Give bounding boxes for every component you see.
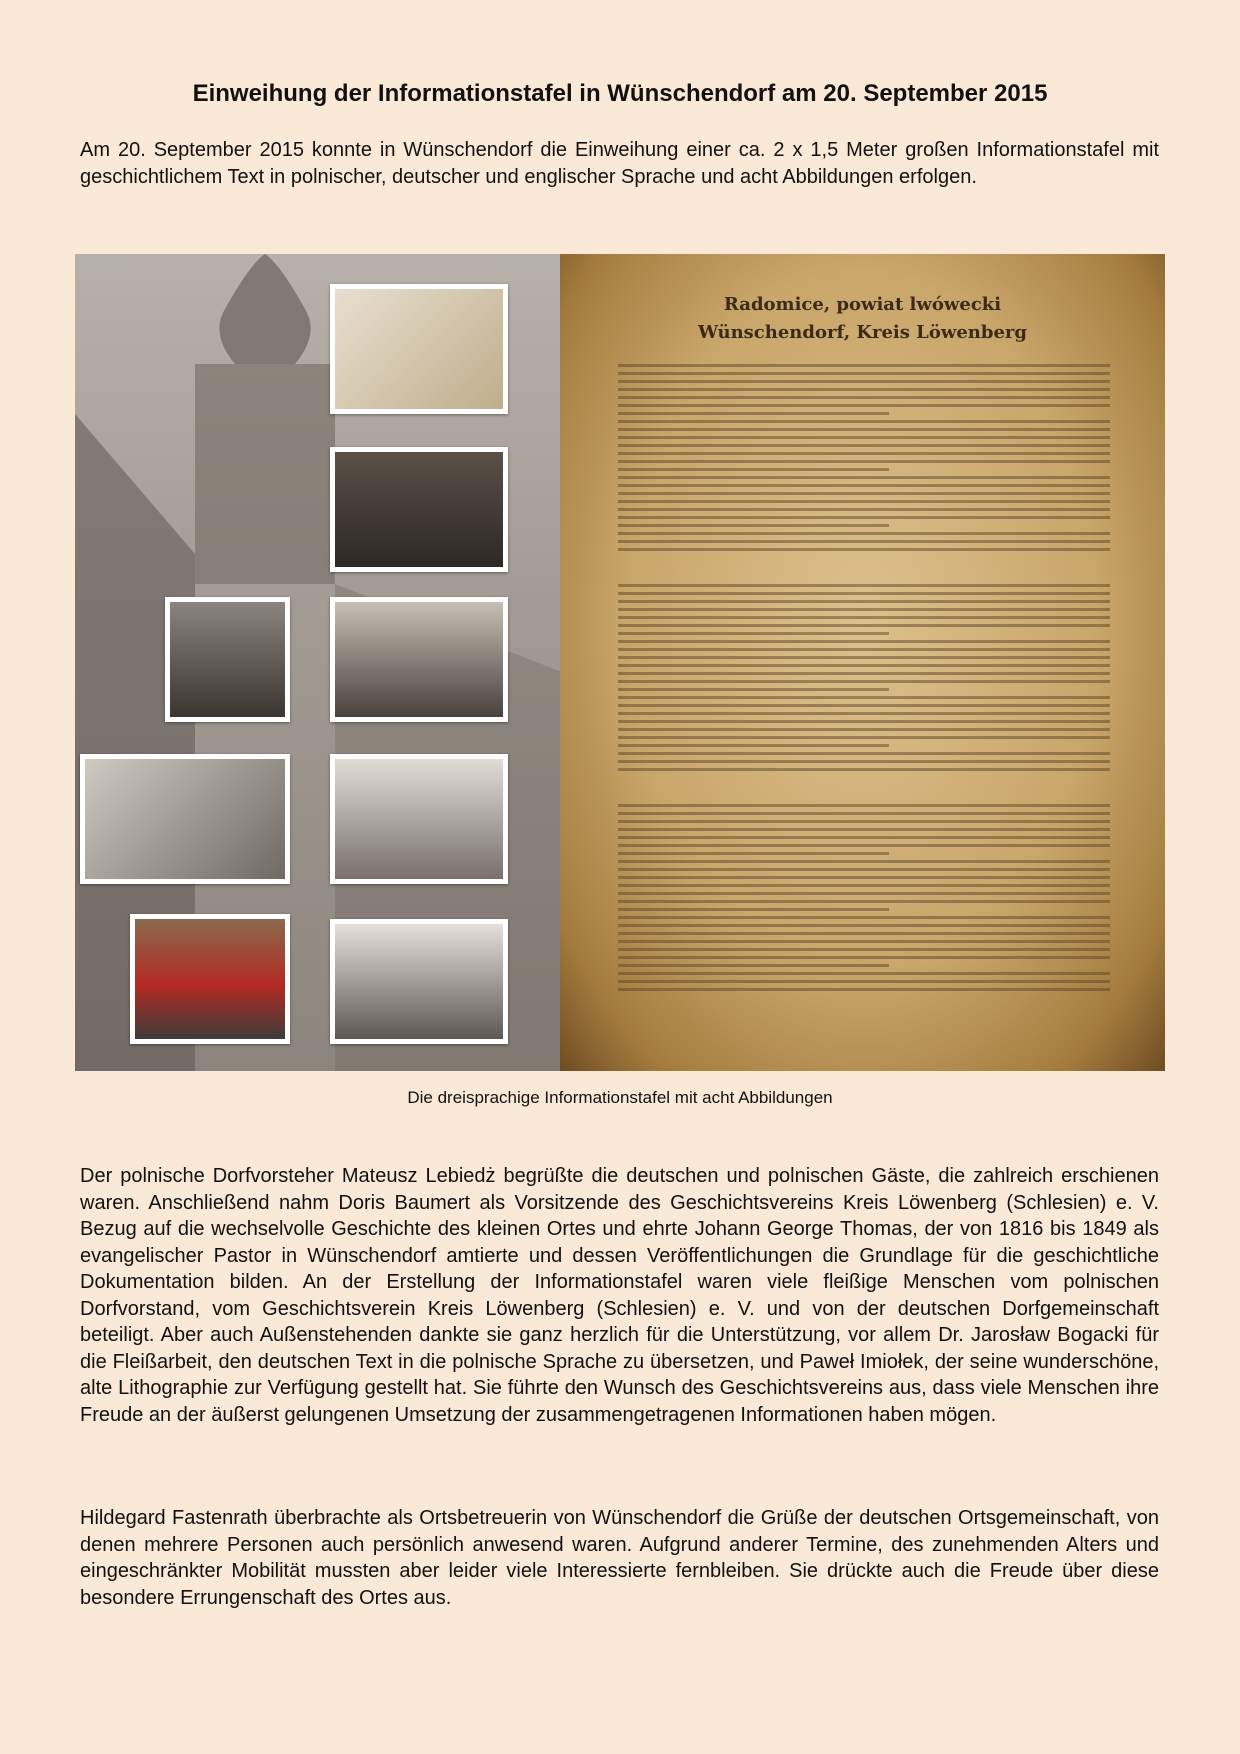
- text-line: [618, 396, 1110, 399]
- text-line: [618, 656, 1110, 659]
- text-line: [618, 460, 1110, 463]
- text-line: [618, 616, 1110, 619]
- figure-postcard-greetings: [330, 284, 508, 414]
- text-line: [618, 532, 1110, 535]
- figure-village-postcard: [80, 754, 290, 884]
- text-line: [618, 468, 889, 471]
- text-line: [618, 884, 1110, 887]
- text-line: [618, 736, 1110, 739]
- text-line: [618, 924, 1110, 927]
- text-line: [618, 540, 1110, 543]
- english-text-block: [618, 804, 1110, 996]
- text-line: [618, 380, 1110, 383]
- text-line: [618, 516, 1110, 519]
- intro-paragraph: Am 20. September 2015 konnte in Wünschendorf die Einweihung einer ca. 2 x 1,5 Meter großen Informationstafel mit geschichtlichem Text in polnischer, deutscher und englischer Sprache und acht Abbildungen erfolgen.: [80, 139, 1159, 188]
- board-title-polish: Radomice, powiat lwówecki: [723, 294, 1002, 315]
- text-line: [618, 548, 1110, 551]
- text-line: [618, 828, 1110, 831]
- text-line: [618, 744, 889, 747]
- page-title: Einweihung der Informationstafel in Wünschendorf am 20. September 2015: [192, 80, 1048, 107]
- text-line: [618, 876, 1110, 879]
- text-line: [618, 484, 1110, 487]
- text-line: [618, 372, 1110, 375]
- body-paragraph-1: Der polnische Dorfvorsteher Mateusz Lebiedż begrüßte die deutschen und polnischen Gäste, die zahlreich erschienen waren. Anschließend nahm Doris Baumert als Vorsitzende des Geschichtsvereins Kreis Löwenberg (Schlesien) e. V. Bezug auf die wechselvolle Geschichte des kleinen Ortes und ehrte Johann George Thomas, der von 1816 bis 1849 als evangelischer Pastor in Wünschendorf amtierte und dessen Veröffentlichungen die Grundlage für die geschichtliche Dokumentation bilden. An der Erstellung der Informationstafel waren viele fleißige Menschen vom polnischen Dorfvorstand, vom Geschichtsverein Kreis Löwenberg (Schlesien) e. V. und von der deutschen Dorfgemeinschaft beteiligt. Aber auch Außenstehenden dankte sie ganz herzlich für die Unterstützung, vor allem Dr. Jarosław Bogacki für die Fleißarbeit, den deutschen Text in die polnische Sprache zu übersetzen, und Paweł Imiołek, der seine wunderschöne, alte Lithographie zur Verfügung gestellt hat. Sie führte den Wunsch des Geschichtsvereins aus, dass viele Menschen ihre Freude an der äußerst gelungenen Umsetzung der zusammengetragenen Informationen haben mögen.: [80, 1165, 1159, 1426]
- text-line: [618, 584, 1110, 587]
- text-line: [618, 956, 1110, 959]
- text-line: [618, 844, 1110, 847]
- text-line: [618, 868, 1110, 871]
- text-line: [618, 664, 1110, 667]
- text-line: [618, 672, 1110, 675]
- german-text-block: [618, 584, 1110, 776]
- text-line: [618, 428, 1110, 431]
- figure-fire-station-ceremony: [130, 914, 290, 1044]
- text-line: [618, 444, 1110, 447]
- text-line: [618, 916, 1110, 919]
- figure-church-exterior: [165, 597, 290, 722]
- text-line: [618, 940, 1110, 943]
- text-line: [618, 600, 1110, 603]
- text-line: [618, 404, 1110, 407]
- text-line: [618, 388, 1110, 391]
- text-line: [618, 892, 1110, 895]
- text-line: [618, 860, 1110, 863]
- text-line: [618, 508, 1110, 511]
- text-line: [618, 908, 889, 911]
- text-line: [618, 492, 1110, 495]
- text-line: [618, 804, 1110, 807]
- text-line: [618, 524, 889, 527]
- text-line: [618, 768, 1110, 771]
- text-line: [618, 964, 889, 967]
- text-line: [618, 752, 1110, 755]
- figure-lookout-tower: [330, 754, 508, 884]
- text-line: [618, 900, 1110, 903]
- text-line: [618, 364, 1110, 367]
- text-line: [618, 820, 1110, 823]
- board-title-german: Wünschendorf, Kreis Löwenberg: [698, 322, 1027, 343]
- information-board-photo: [75, 254, 1165, 1071]
- text-line: [618, 932, 1110, 935]
- text-line: [618, 476, 1110, 479]
- figure-caption: Die dreisprachige Informationstafel mit acht Abbildungen: [407, 1088, 833, 1107]
- history-text-scroll: [560, 254, 1165, 1071]
- text-line: [618, 412, 889, 415]
- text-line: [618, 688, 889, 691]
- body-paragraph-2: Hildegard Fastenrath überbrachte als Ortsbetreuerin von Wünschendorf die Grüße der deutschen Ortsgemeinschaft, von denen mehrere Personen auch persönlich anwesend waren. Aufgrund anderer Termine, des zunehmenden Alters und eingeschränkter Mobilität mussten aber leider viele Interessierte fernbleiben. Sie drückte auch die Freude über diese besondere Errungenschaft des Ortes aus.: [80, 1507, 1159, 1609]
- text-line: [618, 972, 1110, 975]
- text-line: [618, 420, 1110, 423]
- text-line: [618, 704, 1110, 707]
- figure-half-timbered-house: [330, 597, 508, 722]
- text-line: [618, 836, 1110, 839]
- figure-village-panorama: [330, 919, 508, 1044]
- text-line: [618, 500, 1110, 503]
- text-line: [618, 632, 889, 635]
- text-line: [618, 648, 1110, 651]
- text-line: [618, 624, 1110, 627]
- text-line: [618, 988, 1110, 991]
- text-line: [618, 728, 1110, 731]
- text-line: [618, 680, 1110, 683]
- text-line: [618, 760, 1110, 763]
- text-line: [618, 608, 1110, 611]
- text-line: [618, 696, 1110, 699]
- text-line: [618, 436, 1110, 439]
- text-line: [618, 852, 889, 855]
- text-line: [618, 948, 1110, 951]
- text-line: [618, 640, 1110, 643]
- text-line: [618, 712, 1110, 715]
- text-line: [618, 720, 1110, 723]
- text-line: [618, 980, 1110, 983]
- polish-text-block: [618, 364, 1110, 556]
- text-line: [618, 812, 1110, 815]
- text-line: [618, 452, 1110, 455]
- figure-church-interior: [330, 447, 508, 572]
- text-line: [618, 592, 1110, 595]
